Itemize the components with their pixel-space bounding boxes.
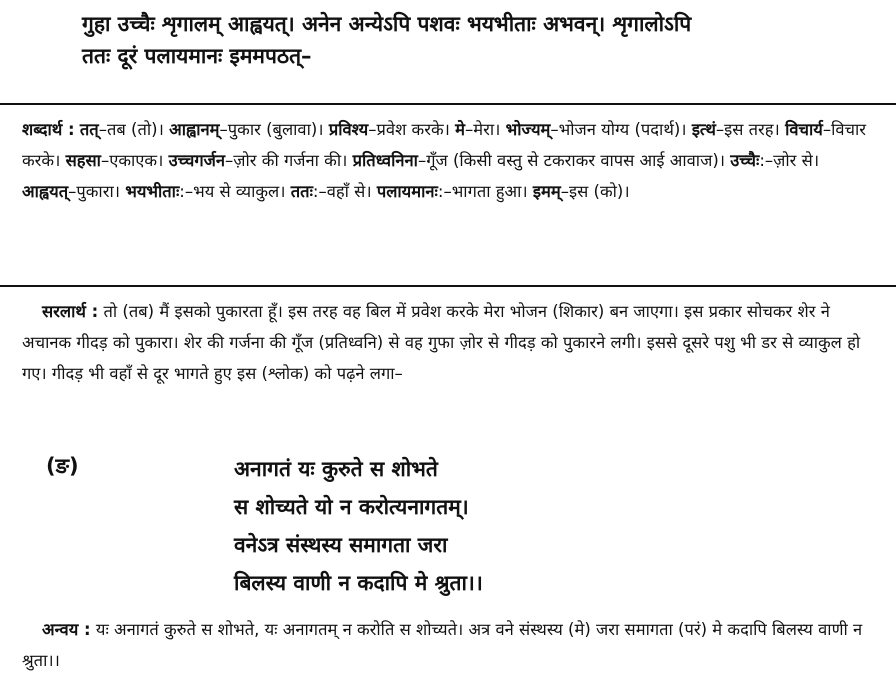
- gloss-word: आह्वयत्: [22, 182, 69, 201]
- verse-line: अनागतं यः कुरुते स शोभते: [234, 457, 438, 481]
- verse-block: [234, 450, 483, 602]
- gloss-word: भोज्यम्: [505, 120, 551, 139]
- intro-line-2: ततः दूरं पलायमानः इममपठत्–: [82, 44, 312, 68]
- verse-line: स शोच्यते यो न करोत्यनागतम्।: [234, 495, 469, 519]
- gloss-meaning: –तब (तो)।: [98, 120, 164, 139]
- divider-top: [0, 103, 896, 105]
- gloss-word: तत्: [79, 120, 99, 139]
- intro-line-1: गुहा उच्चैः शृगालम् आह्वयत्। अनेन अन्येऽपि पशवः भयभीताः अभवन्। शृगालोऽपि: [82, 12, 692, 36]
- intro-text: [82, 8, 882, 72]
- saralarth-heading: सरलार्थ :: [42, 302, 99, 321]
- anvay-heading: अन्वय :: [42, 620, 91, 639]
- gloss-meaning: –मेरा।: [465, 120, 501, 139]
- gloss-word: विचार्य: [785, 120, 823, 139]
- saralarth-text: तो (तब) मैं इसको पुकारता हूँ। इस तरह वह बिल में प्रवेश करके मेरा भोजन (शिकार) बन जाएगा। इस प्रकार सोचकर शेर ने अचानक गीदड़ को पुकारा। शेर की गर्जना की गूँज (प्रतिध्वनि) से वह गुफा ज़ोर से गीदड़ को पुकारने लगी। इससे दूसरे पशु भी डर से व्याकुल हो गए। गीदड़ भी वहाँ से दूर भागते हुए इस (श्लोक) को पढ़ने लगा–: [22, 302, 861, 383]
- gloss-meaning: –पुकारा।: [68, 182, 120, 201]
- shabdarth-entries: [22, 120, 866, 201]
- gloss-word: आह्वानम्: [169, 120, 220, 139]
- gloss-word: मे: [455, 120, 465, 139]
- gloss-word: प्रतिध्वनिना: [352, 151, 418, 170]
- divider-middle: [0, 285, 896, 287]
- gloss-meaning: –ज़ोर की गर्जना की।: [225, 151, 348, 170]
- gloss-meaning: –पुकार (बुलावा)।: [219, 120, 324, 139]
- gloss-word: पलायमानः: [376, 182, 438, 201]
- gloss-meaning: :–भागता हुआ।: [437, 182, 528, 201]
- gloss-meaning: –भोजन योग्य (पदार्थ)।: [550, 120, 687, 139]
- gloss-word: सहसा: [65, 151, 101, 170]
- anvay-text: यः अनागतं कुरुते स शोभते, यः अनागतम् न करोति स शोच्यते। अत्र वने संस्थस्य (मे) जरा समागता (परं) मे कदापि बिलस्य वाणी न श्रुता।।: [22, 620, 863, 670]
- gloss-meaning: :–वहाँ से।: [312, 182, 372, 201]
- gloss-word: प्रविश्य: [328, 120, 369, 139]
- gloss-word: भयभीताः: [125, 182, 180, 201]
- gloss-meaning: –विचार करके।: [22, 120, 867, 170]
- gloss-meaning: –एकाएक।: [100, 151, 164, 170]
- gloss-word: इत्थं: [691, 120, 716, 139]
- gloss-word: उच्चैः: [730, 151, 760, 170]
- gloss-word: इमम्: [532, 182, 561, 201]
- gloss-word: उच्चगर्जन: [168, 151, 226, 170]
- saralarth-section: [22, 296, 872, 389]
- anvay-section: [22, 614, 872, 676]
- gloss-meaning: :–भय से व्याकुल।: [179, 182, 286, 201]
- gloss-word: ततः: [290, 182, 313, 201]
- verse-line: बिलस्य वाणी न कदापि मे श्रुता।।: [234, 571, 483, 595]
- shabdarth-heading: शब्दार्थ :: [22, 120, 75, 139]
- gloss-meaning: :–ज़ोर से।: [759, 151, 820, 170]
- gloss-meaning: –इस (को)।: [560, 182, 630, 201]
- gloss-meaning: –गूँज (किसी वस्तु से टकराकर वापस आई आवाज)।: [417, 151, 726, 170]
- verse-line: वनेऽत्र संस्थस्य समागता जरा: [234, 533, 448, 557]
- verse-number: (ङ): [46, 454, 79, 478]
- shabdarth-section: [22, 114, 872, 207]
- gloss-meaning: –इस तरह।: [715, 120, 780, 139]
- gloss-meaning: –प्रवेश करके।: [368, 120, 450, 139]
